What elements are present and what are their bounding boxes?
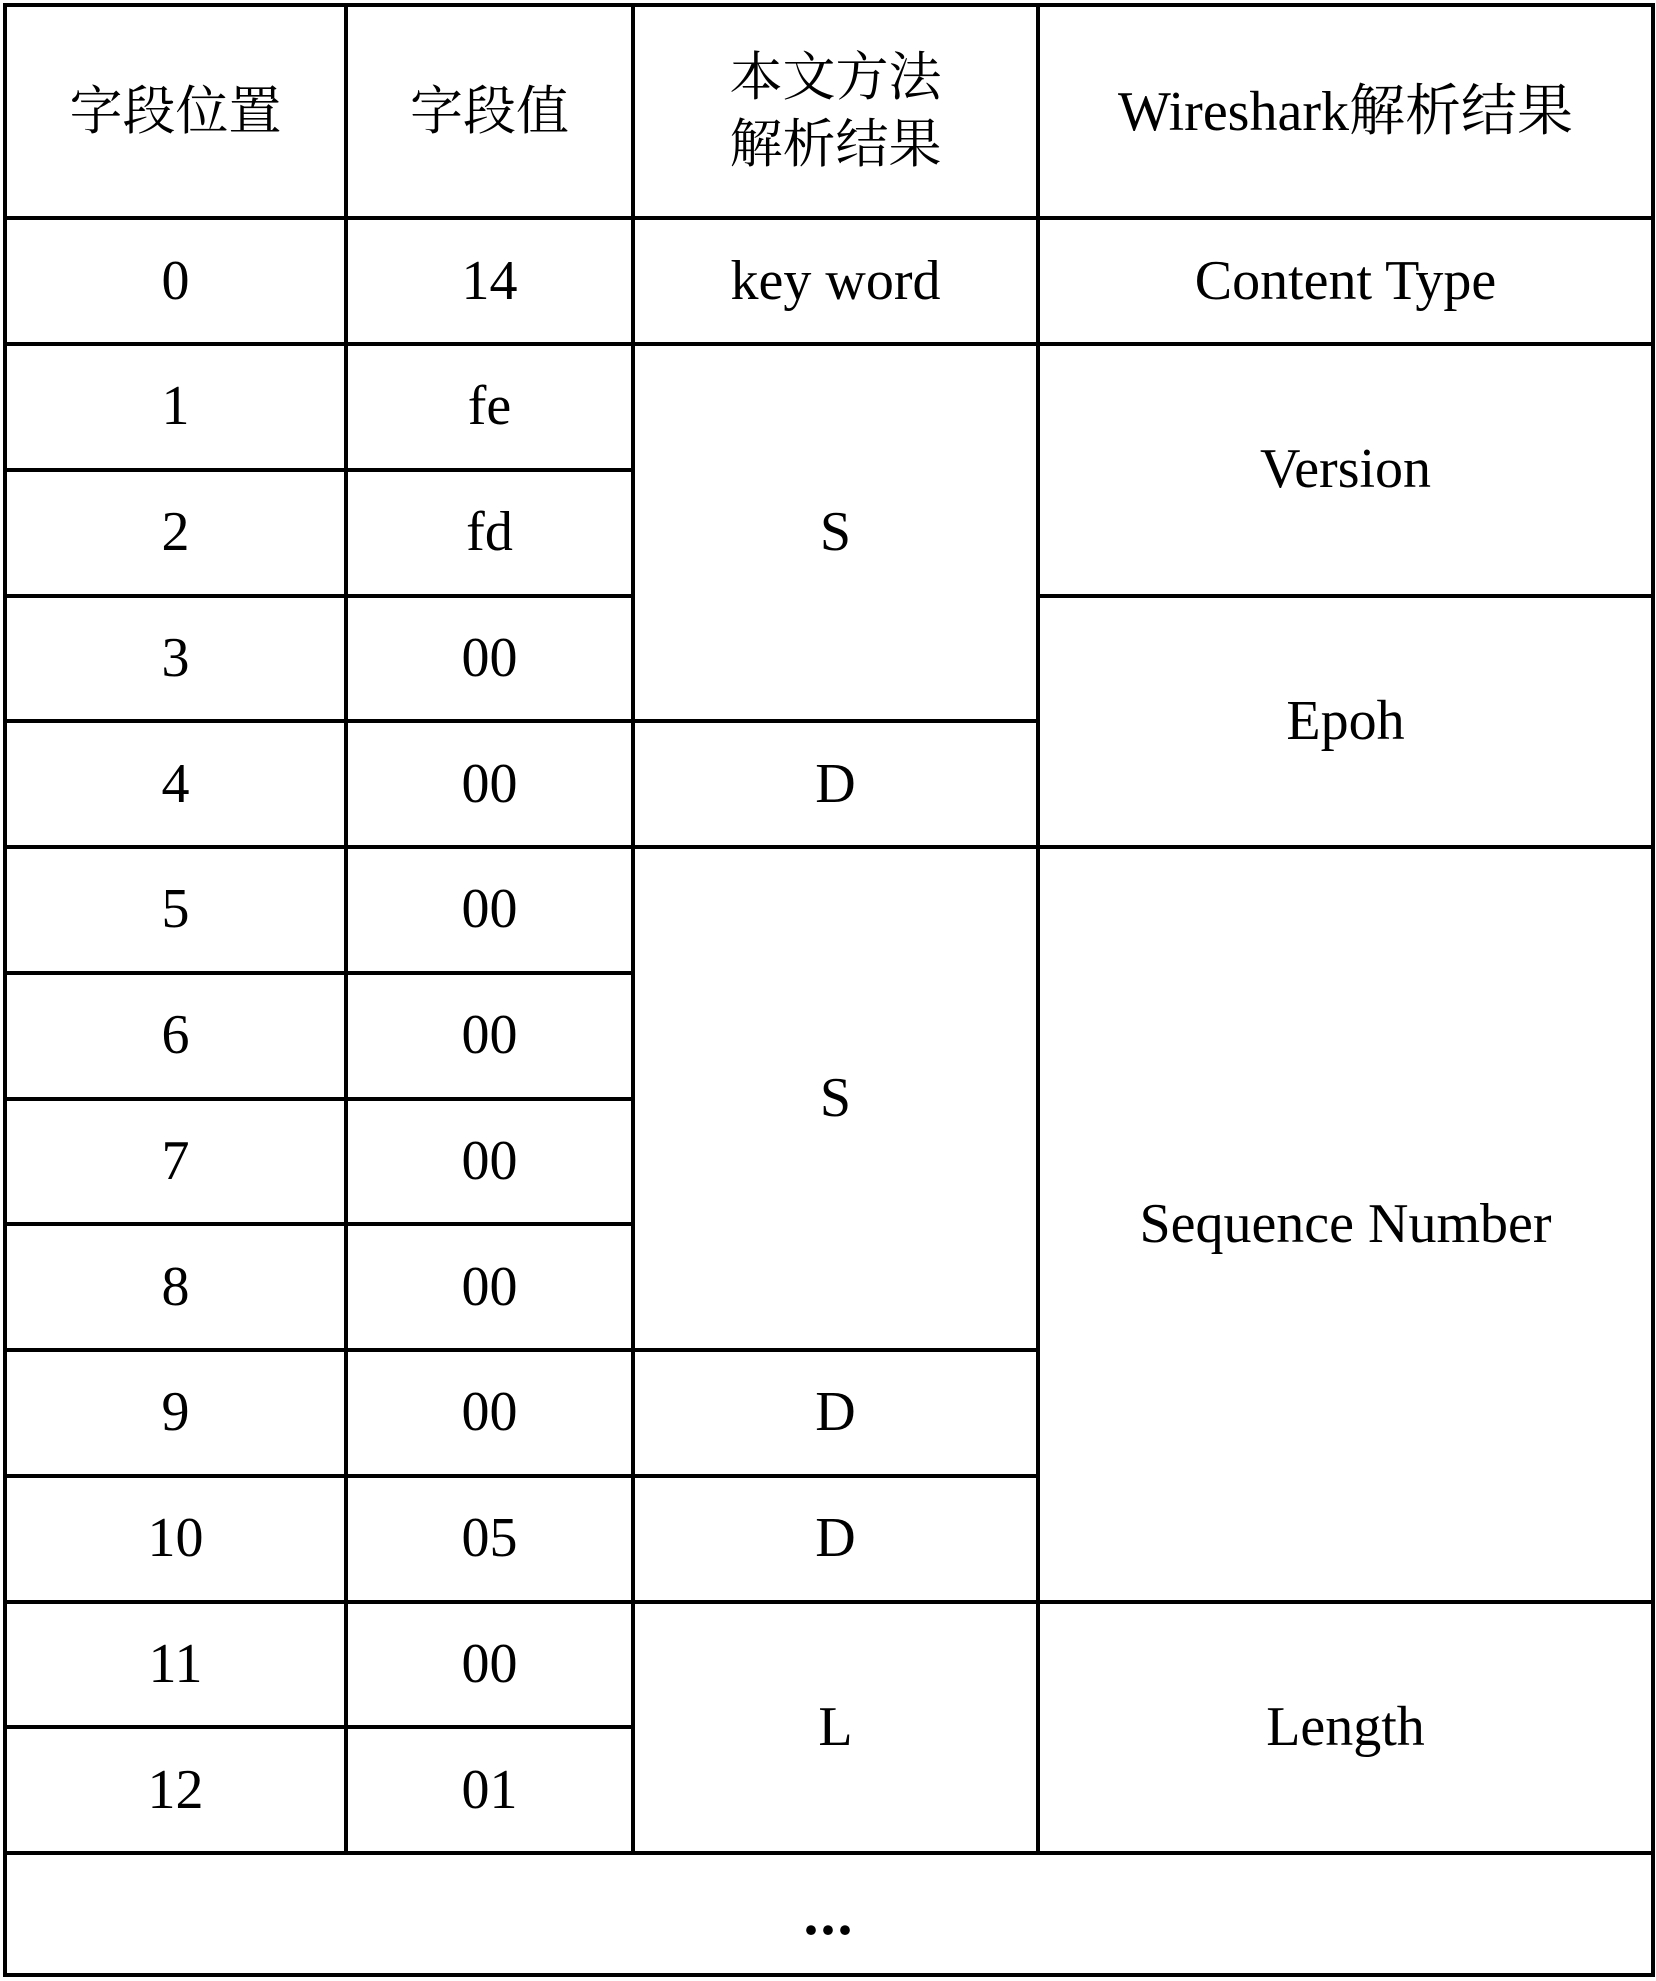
field-parse-table [3,3,1655,1977]
cell-method-result: S [633,847,1038,1350]
cell-value: 00 [346,1099,633,1225]
header-field-value: 字段值 [346,5,633,218]
cell-wireshark-result: Version [1038,344,1653,596]
cell-position: 8 [5,1224,346,1350]
cell-position: 9 [5,1350,346,1476]
cell-position: 6 [5,973,346,1099]
cell-position: 1 [5,344,346,470]
header-method-line2: 解析结果 [729,113,942,175]
header-row [5,5,1653,218]
cell-value: 00 [346,1602,633,1728]
ellipsis-row [5,1853,1653,1975]
cell-position: 5 [5,847,346,973]
table-row [5,1602,1653,1728]
cell-value: 00 [346,721,633,847]
header-method-result [633,5,1038,218]
cell-value: 14 [346,218,633,344]
header-wireshark-result: Wireshark解析结果 [1038,5,1653,218]
cell-position: 2 [5,470,346,596]
header-method-line1: 本文方法 [729,47,942,109]
cell-method-result: key word [633,218,1038,344]
cell-value: 01 [346,1727,633,1853]
cell-value: fd [346,470,633,596]
cell-position: 0 [5,218,346,344]
cell-value: 00 [346,847,633,973]
cell-value: 05 [346,1476,633,1602]
header-field-position: 字段位置 [5,5,346,218]
cell-method-result: D [633,1350,1038,1476]
cell-position: 11 [5,1602,346,1728]
cell-method-result: L [633,1602,1038,1854]
cell-wireshark-result: Epoh [1038,596,1653,848]
cell-value: 00 [346,596,633,722]
cell-position: 3 [5,596,346,722]
cell-value: 00 [346,973,633,1099]
cell-wireshark-result: Content Type [1038,218,1653,344]
cell-method-result: D [633,1476,1038,1602]
cell-wireshark-result: Sequence Number [1038,847,1653,1602]
ellipsis-cell: ... [5,1853,1653,1975]
table-row [5,344,1653,470]
cell-position: 12 [5,1727,346,1853]
cell-value: fe [346,344,633,470]
cell-method-result: D [633,721,1038,847]
cell-method-result: S [633,344,1038,721]
cell-position: 10 [5,1476,346,1602]
table-row [5,218,1653,344]
cell-position: 7 [5,1099,346,1225]
cell-value: 00 [346,1224,633,1350]
table-row [5,847,1653,973]
cell-position: 4 [5,721,346,847]
cell-value: 00 [346,1350,633,1476]
cell-wireshark-result: Length [1038,1602,1653,1854]
